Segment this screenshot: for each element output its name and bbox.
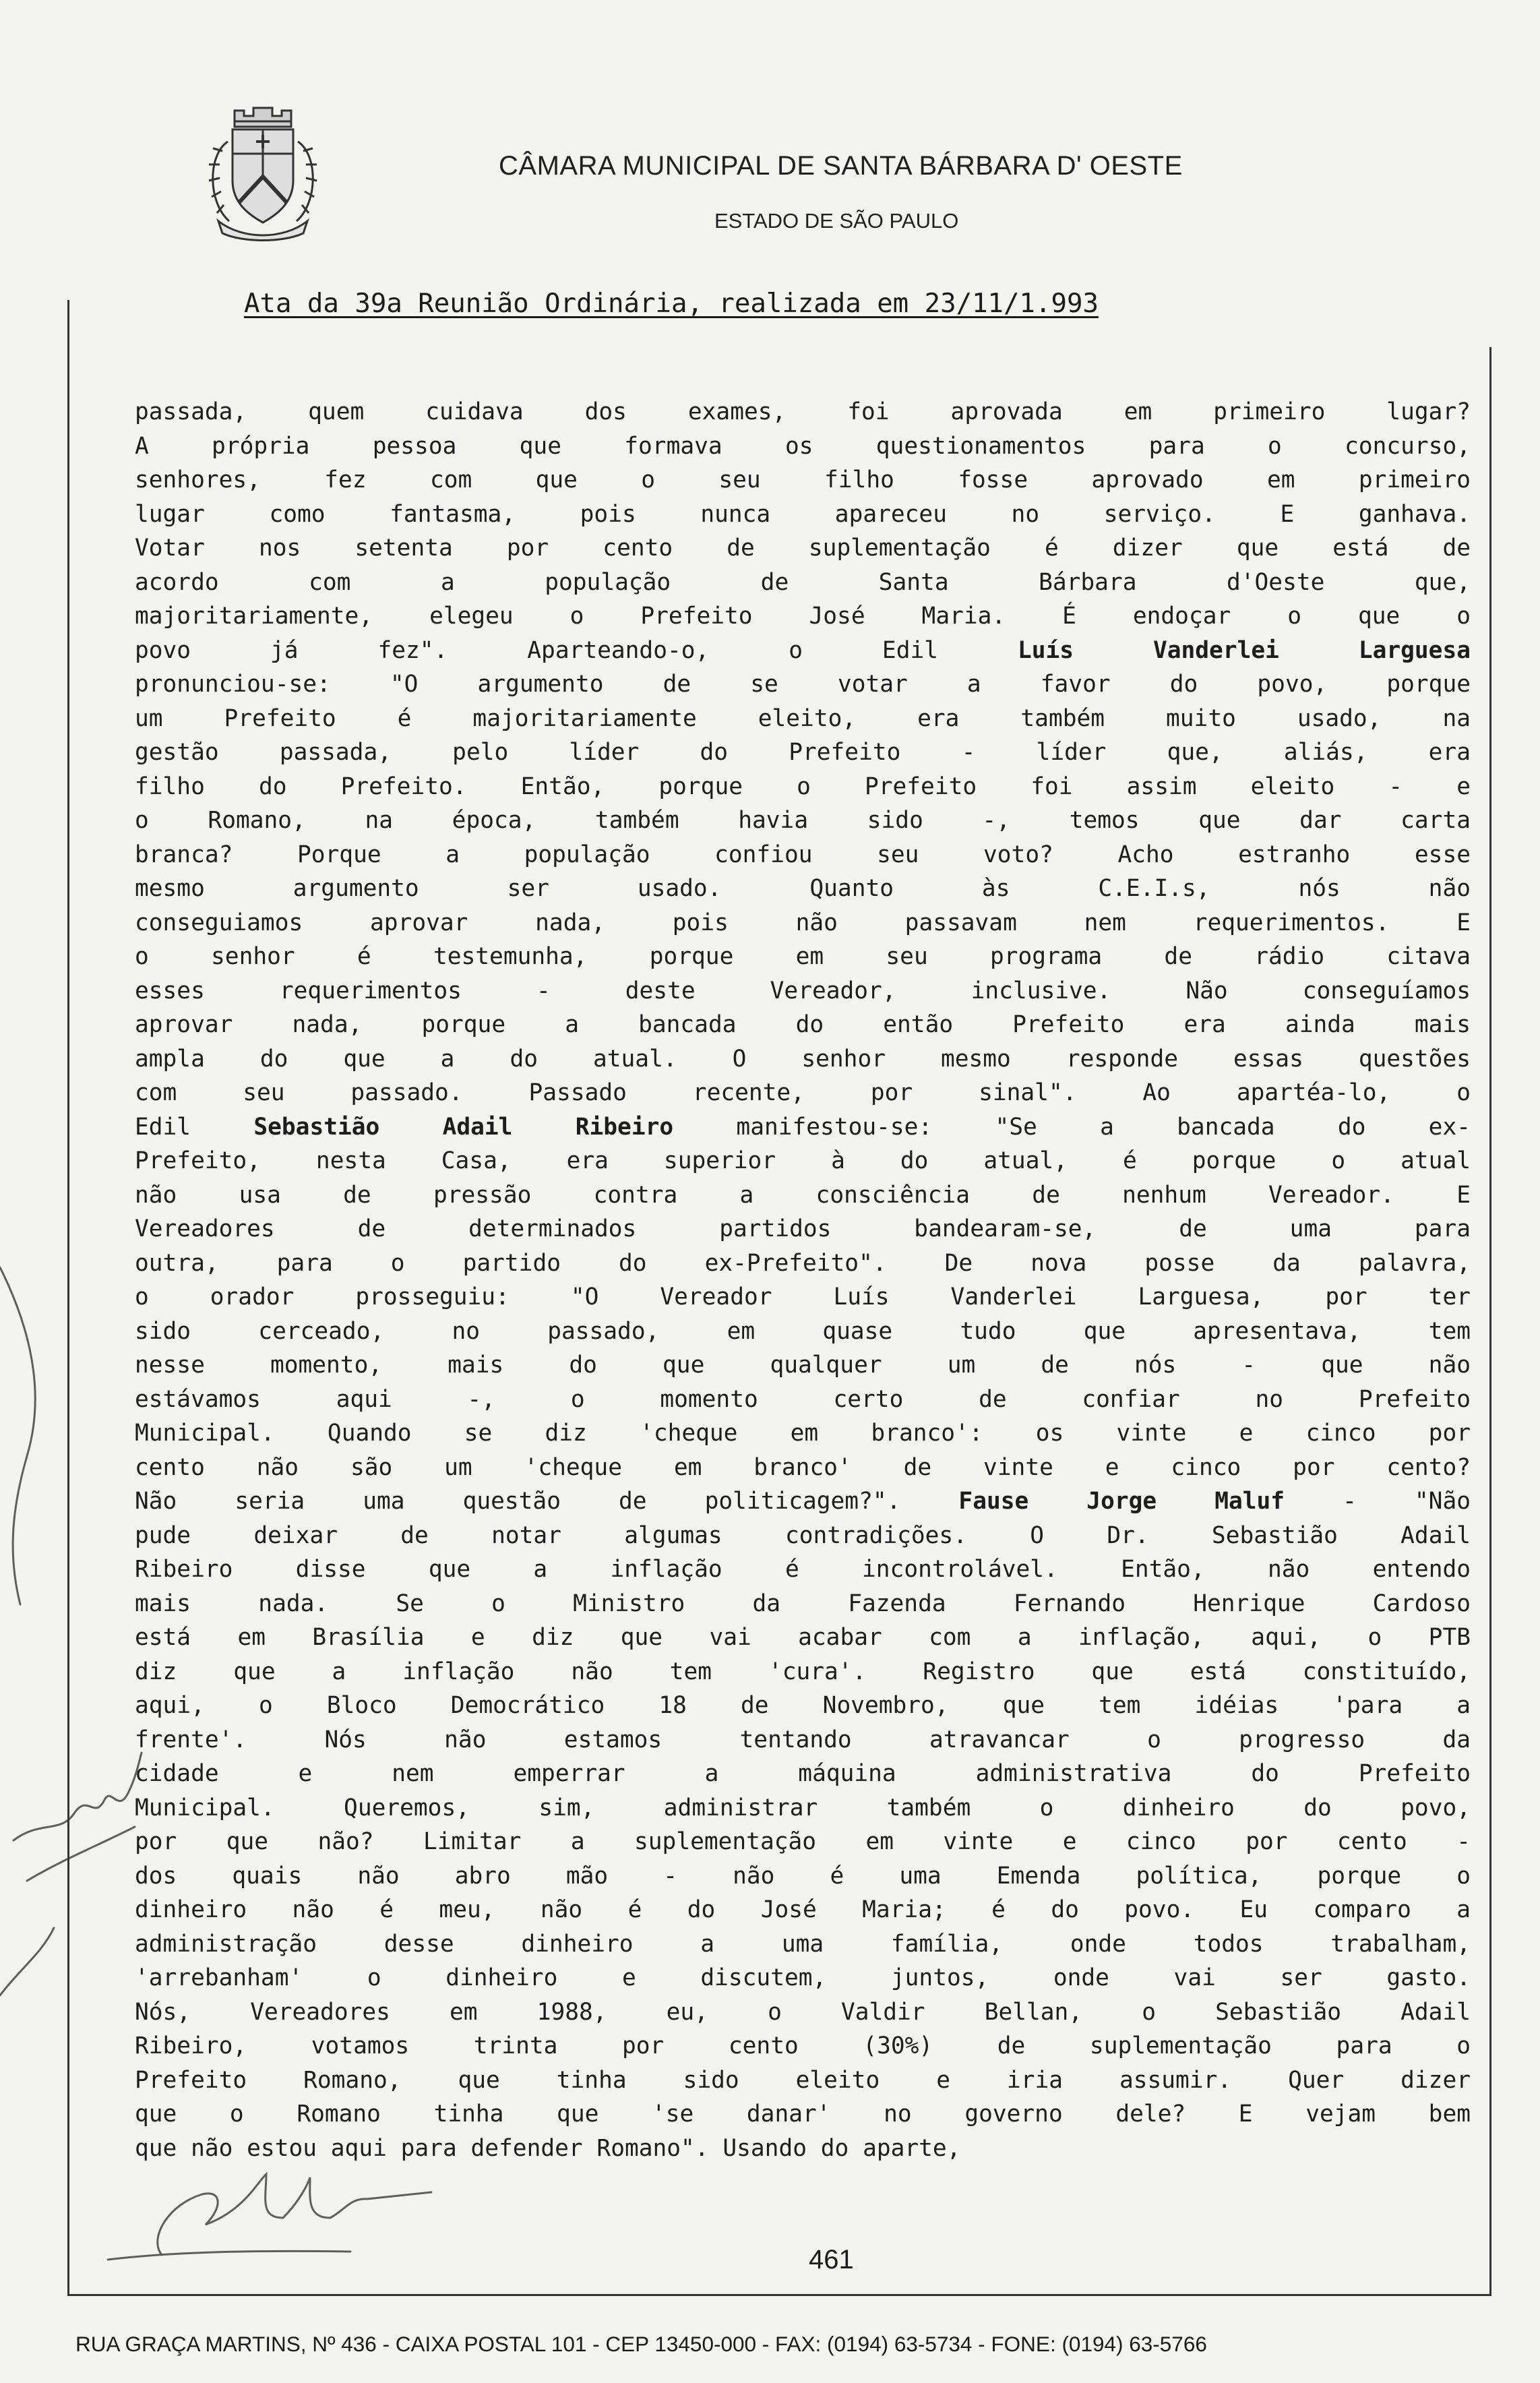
text-line: lugar como fantasma, pois nunca apareceu no serviço. E ganhava. bbox=[135, 500, 1471, 528]
text-line: dinheiro não é meu, não é do José Maria; é do povo. Eu comparo a bbox=[135, 1896, 1471, 1923]
text-line: dos quais não abro mão - não é uma Emenda política, porque o bbox=[135, 1862, 1471, 1890]
minutes-title: Ata da 39a Reunião Ordinária, realizada em 23/11/1.993 bbox=[244, 289, 1099, 319]
text-line: mesmo argumento ser usado. Quanto às C.E.I.s, nós não bbox=[135, 875, 1471, 902]
margin-loop-mark bbox=[0, 1928, 54, 1995]
text-line: sido cerceado, no passado, em quase tudo que apresentava, tem bbox=[135, 1317, 1471, 1345]
text-line: esses requerimentos - deste Vereador, inclusive. Não conseguíamos bbox=[135, 977, 1471, 1004]
text-line: Ribeiro, votamos trinta por cento (30%) de suplementação para o bbox=[135, 2032, 1471, 2059]
speaker-name: Luís Vanderlei Larguesa bbox=[1017, 636, 1471, 664]
text-line: por que não? Limitar a suplementação em vinte e cinco por cento - bbox=[135, 1828, 1471, 1855]
text-line: Prefeito Romano, que tinha sido eleito e iria assumir. Quer dizer bbox=[135, 2066, 1471, 2094]
text-line: frente'. Nós não estamos tentando atravancar o progresso da bbox=[135, 1726, 1471, 1753]
text-line: filho do Prefeito. Então, porque o Prefeito foi assim eleito - e bbox=[135, 773, 1471, 800]
text-segment: Não seria uma questão de politicagem?". bbox=[135, 1488, 959, 1515]
page-number: 461 bbox=[809, 2245, 854, 2274]
frame-rule-left bbox=[67, 300, 69, 2295]
speaker-name: Fause Jorge Maluf bbox=[958, 1488, 1285, 1515]
text-line: o Romano, na época, também havia sido -, temos que dar carta bbox=[135, 807, 1471, 834]
text-line: Vereadores de determinados partidos bandearam-se, de uma para bbox=[135, 1215, 1471, 1242]
margin-signature-mark bbox=[0, 1267, 35, 1604]
org-name: CÂMARA MUNICIPAL DE SANTA BÁRBARA D' OESTE bbox=[499, 151, 1183, 181]
text-line: majoritariamente, elegeu o Prefeito José Maria. É endoçar o que o bbox=[135, 603, 1471, 630]
text-line: outra, para o partido do ex-Prefeito". De nova posse da palavra, bbox=[135, 1249, 1471, 1277]
text-line: não usa de pressão contra a consciência de nenhum Vereador. E bbox=[135, 1181, 1471, 1209]
coat-of-arms-icon bbox=[202, 101, 324, 243]
text-line: acordo com a população de Santa Bárbara d'Oeste que, bbox=[135, 568, 1471, 596]
frame-rule-right bbox=[1489, 347, 1491, 2295]
text-line: o senhor é testemunha, porque em seu programa de rádio citava bbox=[135, 943, 1471, 970]
speaker-name: Sebastião Adail Ribeiro bbox=[253, 1113, 674, 1141]
text-line bbox=[135, 1484, 1471, 1519]
text-line: Municipal. Quando se diz 'cheque em branco': os vinte e cinco por bbox=[135, 1420, 1471, 1447]
text-line: 'arrebanham' o dinheiro e discutem, juntos, onde vai ser gasto. bbox=[135, 1964, 1471, 1991]
text-segment: povo já fez". Aparteando-o, o Edil bbox=[135, 636, 1018, 664]
text-line bbox=[135, 1110, 1471, 1145]
text-line: ampla do que a do atual. O senhor mesmo responde essas questões bbox=[135, 1045, 1471, 1073]
text-line bbox=[135, 634, 1471, 668]
text-line: senhores, fez com que o seu filho fosse aprovado em primeiro bbox=[135, 466, 1471, 493]
frame-rule-bottom bbox=[67, 2294, 1491, 2296]
text-line: Municipal. Queremos, sim, administrar também o dinheiro do povo, bbox=[135, 1794, 1471, 1821]
text-segment: - "Não bbox=[1285, 1488, 1471, 1515]
text-line: passada, quem cuidava dos exames, foi aprovada em primeiro lugar? bbox=[135, 398, 1471, 425]
text-line: Nós, Vereadores em 1988, eu, o Valdir Bellan, o Sebastião Adail bbox=[135, 1998, 1471, 2026]
text-line: A própria pessoa que formava os questionamentos para o concurso, bbox=[135, 432, 1471, 460]
text-line: aqui, o Bloco Democrático 18 de Novembro, que tem idéias 'para a bbox=[135, 1692, 1471, 1719]
text-line: Votar nos setenta por cento de suplementação é dizer que está de bbox=[135, 535, 1471, 562]
org-state: ESTADO DE SÃO PAULO bbox=[714, 209, 959, 233]
text-line: pude deixar de notar algumas contradições. O Dr. Sebastião Adail bbox=[135, 1521, 1471, 1549]
text-line: branca? Porque a população confiou seu voto? Acho estranho esse bbox=[135, 841, 1471, 868]
text-line: está em Brasília e diz que vai acabar com a inflação, aqui, o PTB bbox=[135, 1624, 1471, 1651]
bottom-rubric-underline bbox=[108, 2251, 350, 2260]
text-line: diz que a inflação não tem 'cura'. Registro que está constituído, bbox=[135, 1658, 1471, 1685]
text-line: estávamos aqui -, o momento certo de confiar no Prefeito bbox=[135, 1385, 1471, 1413]
text-line: Prefeito, nesta Casa, era superior à do atual, é porque o atual bbox=[135, 1147, 1471, 1174]
minutes-body bbox=[135, 395, 1471, 2165]
text-line: administração desse dinheiro a uma família, onde todos trabalham, bbox=[135, 1930, 1471, 1958]
text-line: cento não são um 'cheque em branco' de vinte e cinco por cento? bbox=[135, 1453, 1471, 1481]
text-line: Ribeiro disse que a inflação é incontrolável. Então, não entendo bbox=[135, 1556, 1471, 1583]
text-line: um Prefeito é majoritariamente eleito, era também muito usado, na bbox=[135, 704, 1471, 732]
text-line: com seu passado. Passado recente, por sinal". Ao apartéa-lo, o bbox=[135, 1079, 1471, 1106]
text-line: mais nada. Se o Ministro da Fazenda Fernando Henrique Cardoso bbox=[135, 1590, 1471, 1617]
text-line: pronunciou-se: "O argumento de se votar a favor do povo, porque bbox=[135, 671, 1471, 698]
text-line: que não estou aqui para defender Romano". Usando do aparte, bbox=[135, 2134, 961, 2162]
footer-address: RUA GRAÇA MARTINS, Nº 436 - CAIXA POSTAL 101 - CEP 13450-000 - FAX: (0194) 63-5734 - FONE: (0194) 63-5766 bbox=[75, 2332, 1207, 2356]
bottom-signature-mark bbox=[158, 2174, 431, 2255]
text-line: nesse momento, mais do que qualquer um de nós - que não bbox=[135, 1352, 1471, 1379]
text-segment: Edil bbox=[135, 1113, 254, 1141]
text-line: cidade e nem emperrar a máquina administrativa do Prefeito bbox=[135, 1760, 1471, 1787]
text-line: aprovar nada, porque a bancada do então Prefeito era ainda mais bbox=[135, 1011, 1471, 1038]
text-line: conseguiamos aprovar nada, pois não passavam nem requerimentos. E bbox=[135, 909, 1471, 936]
margin-initials-mark bbox=[13, 1753, 142, 1881]
text-segment: manifestou-se: "Se a bancada do ex- bbox=[673, 1113, 1471, 1141]
text-line: o orador prosseguiu: "O Vereador Luís Vanderlei Larguesa, por ter bbox=[135, 1284, 1471, 1310]
text-line: gestão passada, pelo líder do Prefeito - líder que, aliás, era bbox=[135, 739, 1471, 766]
text-line: que o Romano tinha que 'se danar' no governo dele? E vejam bem bbox=[135, 2101, 1471, 2128]
